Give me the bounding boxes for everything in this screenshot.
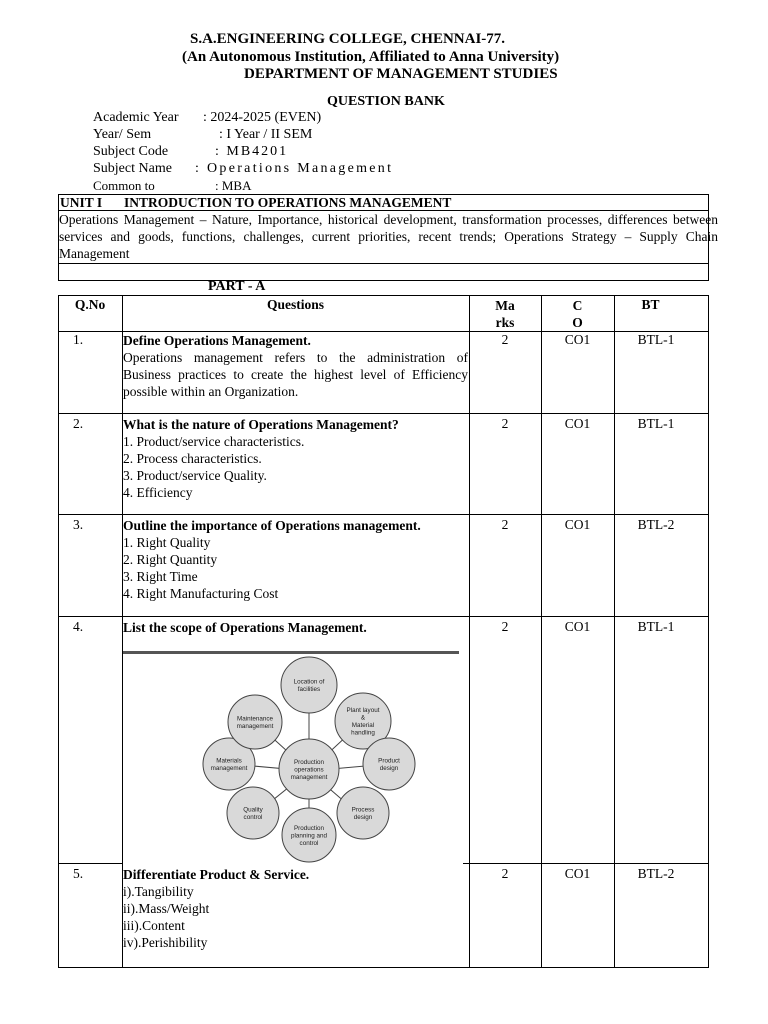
diagram-center-node [279,739,339,799]
answer-point: 1. Product/service characteristics. [123,434,305,449]
diagram-node-label: Quality [243,806,263,814]
question-bt: BTL-2 [637,517,675,532]
header-marks-line1: Ma [495,298,515,313]
row-line [58,616,709,617]
diagram-node-label: Production [293,824,325,832]
meta-subject-code [93,144,289,160]
diagram-node-label: Plant layout [346,707,380,715]
meta-academic-year [93,110,322,126]
question-co: CO1 [564,619,591,634]
question-co: CO1 [564,866,591,881]
answer-point: 2. Right Quantity [123,552,218,567]
question-marks: 2 [501,866,509,881]
header-marks-line2: rks [495,315,515,330]
question-number: 4. [72,619,84,634]
meta-value: : Operations Management [195,161,394,176]
answer-point: iv).Perishibility [123,935,208,950]
diagram-node [363,738,415,790]
question-bt: BTL-1 [637,416,675,431]
meta-label: Year/ Sem [93,127,152,142]
question-marks: 2 [501,517,509,532]
part-heading: PART - A [208,279,266,294]
diagram-node-label: control [299,839,319,847]
meta-year-sem [93,127,313,143]
meta-value: : 2024-2025 (EVEN) [203,110,322,125]
answer-point: 2. Process characteristics. [123,451,262,466]
diagram-node [281,657,337,713]
syllabus-divider [58,263,709,264]
question-number: 3. [72,517,84,532]
diagram-node-label: Location of [293,678,325,686]
answer-point: i).Tangibility [123,884,194,899]
question-bt: BTL-1 [637,619,675,634]
question-bt: BTL-2 [637,866,675,881]
diagram-node [282,808,336,862]
question-co: CO1 [564,416,591,431]
college-name: S.A.ENGINEERING COLLEGE, CHENNAI-77. [190,31,506,47]
diagram-node-label: design [353,814,373,822]
diagram-node-label: planning and [290,832,328,840]
diagram-node-label: Material [351,722,375,730]
diagram-node-label: & [360,714,366,722]
unit-title: INTRODUCTION TO OPERATIONS MANAGEMENT [124,195,452,210]
header-bt: BT [641,297,660,312]
question-marks: 2 [501,416,509,431]
question-number: 1. [72,332,84,347]
row-line [58,514,709,515]
question-title: What is the nature of Operations Management? [123,417,399,432]
question-title: List the scope of Operations Management. [123,620,367,635]
question-2 [123,416,468,501]
meta-value: : I Year / II SEM [219,127,313,142]
diagram-node-label: Product [378,757,400,765]
answer-point: 1. Right Quality [123,535,211,550]
document-title: QUESTION BANK [327,94,445,109]
answer-point: 4. Right Manufacturing Cost [123,586,279,601]
department-name: DEPARTMENT OF MANAGEMENT STUDIES [244,66,558,82]
header-co-line2: O [572,315,583,330]
header-marks [469,297,541,331]
meta-value: : MB4201 [215,144,289,159]
answer-point: ii).Mass/Weight [123,901,210,916]
question-title: Differentiate Product & Service. [123,867,310,882]
question-5 [123,866,468,951]
diagram-node-label: Materials [216,757,242,765]
header-qno: Q.No [74,297,106,312]
question-number: 5. [72,866,84,881]
answer-point: 3. Product/service Quality. [123,468,267,483]
diagram-node [337,787,389,839]
question-co: CO1 [564,332,591,347]
unit-syllabus: Operations Management – Nature, Importance, historical development, transformation processes, differences between services and goods, functions, challenges, current priorities, recent trends; Operations Strategy – Supply Chain Management [59,212,718,261]
header-co-line1: C [572,298,583,313]
meta-subject-name [93,161,394,177]
diagram-node-label: management [210,765,248,773]
question-marks: 2 [501,332,509,347]
diagram-node-label: operations [294,766,324,774]
diagram-node [228,695,282,749]
diagram-node-label: facilities [297,686,321,694]
diagram-top-rule [123,651,459,654]
diagram-node-label: Maintenance [236,715,274,723]
question-title: Define Operations Management. [123,333,311,348]
answer-point: 3. Right Time [123,569,198,584]
diagram-nodes [203,657,415,862]
diagram-node-label: Production [293,758,325,766]
question-3 [123,517,468,602]
meta-label: Common to [93,178,155,193]
meta-value: : MBA [215,178,252,193]
question-marks: 2 [501,619,509,634]
question-title: Outline the importance of Operations management. [123,518,421,533]
answer-point: 4. Efficiency [123,485,193,500]
header-co [541,297,614,331]
affiliation: (An Autonomous Institution, Affiliated to Anna University) [182,49,560,65]
question-4 [123,619,468,636]
diagram-node-label: control [243,814,263,822]
question-co: CO1 [564,517,591,532]
diagram-node-label: design [379,765,399,773]
header-questions: Questions [266,297,324,312]
diagram-node-label: handling [351,729,375,737]
meta-label: Academic Year [93,110,179,125]
diagram-node [227,787,279,839]
diagram-node-label: Process [351,806,375,814]
meta-label: Subject Name [93,161,172,176]
question-1 [123,332,468,400]
meta-common-to [93,178,252,194]
unit-number: UNIT I [60,195,103,210]
question-number: 2. [72,416,84,431]
answer-point: iii).Content [123,918,185,933]
row-line [58,413,709,414]
meta-label: Subject Code [93,144,169,159]
scope-diagram [123,651,463,865]
diagram-node-label: management [236,723,274,731]
question-answer: Operations management refers to the administration of Business practices to create the highest level of Efficiency possible within an Organization. [123,350,468,399]
diagram-node-label: management [290,773,328,781]
question-bt: BTL-1 [637,332,675,347]
